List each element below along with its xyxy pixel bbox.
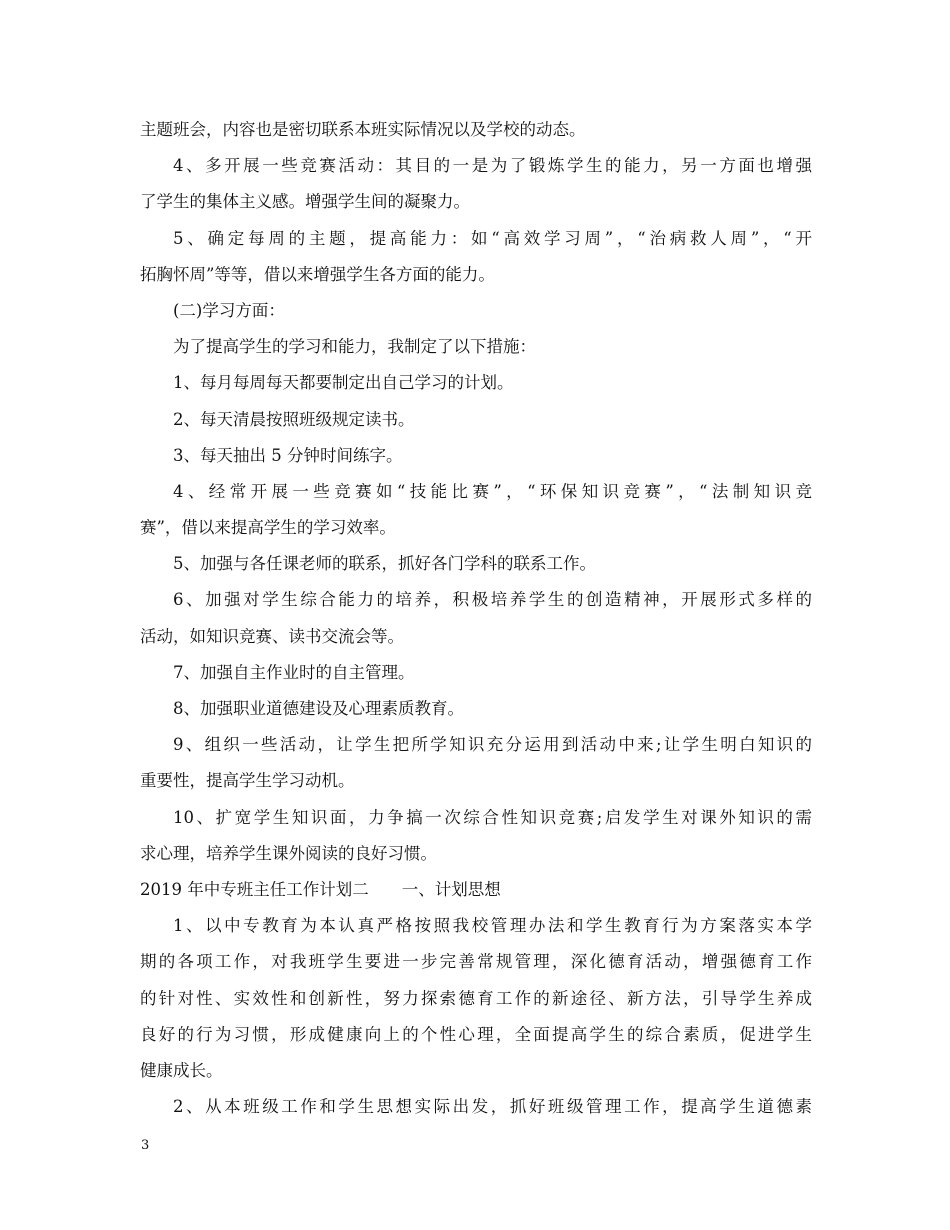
text-line: (二)学习方面： bbox=[173, 300, 285, 320]
text-line: 主题班会，内容也是密切联系本班实际情况以及学校的动态。 bbox=[140, 120, 586, 139]
text-line: 的针对性、实效性和创新性，努力探索德育工作的新途径、新方法，引导学生养成 bbox=[140, 988, 812, 1008]
text-line: 健康成长。 bbox=[140, 1060, 223, 1080]
text-line: 为了提高学生的学习和能力，我制定了以下措施： bbox=[173, 337, 536, 357]
text-line: 3、每天抽出 5 分钟时间练字。 bbox=[173, 445, 403, 465]
text-line: 10、扩宽学生知识面，力争搞一次综合性知识竞赛;启发学生对课外知识的需 bbox=[173, 807, 812, 827]
text-line: 拓胸怀周”等等，借以来增强学生各方面的能力。 bbox=[140, 264, 495, 284]
text-line: 了学生的集体主义感。增强学生间的凝聚力。 bbox=[140, 192, 470, 212]
text-line: 2019 年中专班主任工作计划二 一、计划思想 bbox=[140, 879, 501, 899]
text-line: 1、以中专教育为本认真严格按照我校管理办法和学生教育行为方案落实本学 bbox=[173, 916, 812, 936]
text-line: 5、确定每周的主题，提高能力：如“高效学习周”，“治病救人周”，“开 bbox=[173, 228, 812, 248]
text-line: 8、加强职业道德建设及心理素质教育。 bbox=[173, 699, 464, 718]
text-line: 2、从本班级工作和学生思想实际出发，抓好班级管理工作，提高学生道德素 bbox=[173, 1097, 812, 1117]
text-line: 期的各项工作，对我班学生要进一步完善常规管理，深化德育活动，增强德育工作 bbox=[140, 952, 812, 972]
text-line: 活动，如知识竞赛、读书交流会等。 bbox=[140, 626, 404, 646]
text-line: 重要性，提高学生学习动机。 bbox=[140, 771, 355, 791]
text-line: 4、多开展一些竞赛活动：其目的一是为了锻炼学生的能力，另一方面也增强 bbox=[173, 156, 812, 176]
text-line: 赛”，借以来提高学生的学习效率。 bbox=[140, 518, 396, 538]
text-line: 2、每天清晨按照班级规定读书。 bbox=[173, 409, 415, 429]
page-number: 3 bbox=[141, 1138, 150, 1153]
body-text bbox=[140, 112, 812, 1125]
text-line: 9、组织一些活动，让学生把所学知识充分运用到活动中来;让学生明白知识的 bbox=[173, 735, 812, 755]
text-line: 5、加强与各任课老师的联系，抓好各门学科的联系工作。 bbox=[173, 554, 596, 574]
text-line: 6、加强对学生综合能力的培养，积极培养学生的创造精神，开展形式多样的 bbox=[173, 590, 812, 610]
text-line: 良好的行为习惯，形成健康向上的个性心理，全面提高学生的综合素质，促进学生 bbox=[140, 1024, 812, 1044]
text-line: 1、每月每周每天都要制定出自己学习的计划。 bbox=[173, 373, 514, 393]
text-line: 7、加强自主作业时的自主管理。 bbox=[173, 662, 415, 682]
text-line: 求心理，培养学生课外阅读的良好习惯。 bbox=[140, 843, 437, 863]
text-line: 4、经常开展一些竞赛如“技能比赛”，“环保知识竞赛”，“法制知识竞 bbox=[173, 481, 812, 501]
